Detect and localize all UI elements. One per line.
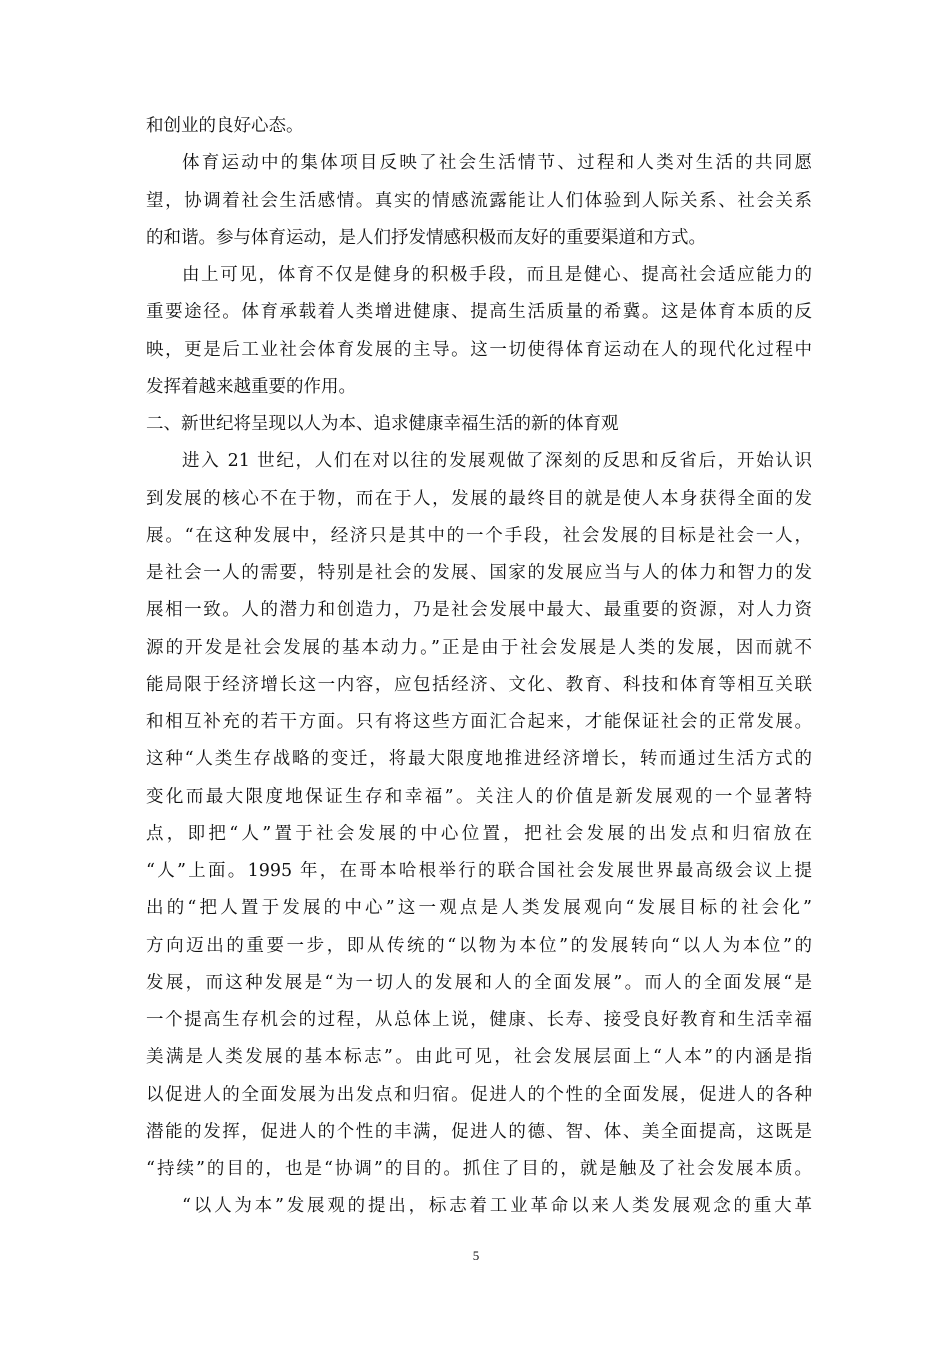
text-line: 展相一致。人的潜力和创造力，乃是社会发展中最大、最重要的资源，对人力资: [146, 600, 812, 621]
text-line: 和相互补充的若干方面。只有将这些方面汇合起来，才能保证社会的正常发展。: [146, 712, 812, 732]
text-line: “持续”的目的，也是“协调”的目的。抓住了目的，就是触及了社会发展本质。: [146, 1159, 812, 1179]
text-line: “人”上面。1995 年，在哥本哈根举行的联合国社会发展世界最高级会议上提: [146, 861, 812, 881]
text-line: 望，协调着社会生活感情。真实的情感流露能让人们体验到人际关系、社会关系: [146, 190, 812, 211]
text-line: 展。“在这种发展中，经济只是其中的一个手段，社会发展的目标是社会一人，: [146, 525, 812, 546]
text-line: 是社会一人的需要，特别是社会的发展、国家的发展应当与人的体力和智力的发: [146, 563, 812, 583]
text-line: 映，更是后工业社会体育发展的主导。这一切使得体育运动在人的现代化过程中: [146, 339, 812, 360]
text-line: 的和谐。参与体育运动，是人们抒发情感积极而友好的重要渠道和方式。: [146, 227, 706, 248]
text-line: 体育运动中的集体项目反映了社会生活情节、过程和人类对生活的共同愿: [182, 153, 812, 174]
text-line: 进入 21 世纪，人们在对以往的发展观做了深刻的反思和反省后，开始认识: [182, 451, 812, 472]
page-number: 5: [472, 1248, 480, 1263]
text-line: 一个提高生存机会的过程，从总体上说，健康、长寿、接受良好教育和生活幸福: [146, 1010, 812, 1030]
text-line: 由上可见，体育不仅是健身的积极手段，而且是健心、提高社会适应能力的: [182, 265, 812, 285]
text-line: 能局限于经济增长这一内容，应包括经济、文化、教育、科技和体育等相互关联: [146, 674, 812, 695]
text-line: 到发展的核心不在于物，而在于人，发展的最终目的就是使人本身获得全面的发: [146, 488, 812, 509]
section-heading: 二、新世纪将呈现以人为本、追求健康幸福生活的新的体育观: [146, 414, 619, 434]
text-line: 这种“人类生存战略的变迁，将最大限度地推进经济增长，转而通过生活方式的: [146, 749, 812, 770]
text-line: 以促进人的全面发展为出发点和归宿。促进人的个性的全面发展，促进人的各种: [146, 1084, 812, 1105]
text-line: 点，即把“人”置于社会发展的中心位置，把社会发展的出发点和归宿放在: [146, 823, 812, 844]
text-line: 美满是人类发展的基本标志”。由此可见，社会发展层面上“人本”的内涵是指: [146, 1047, 812, 1068]
text-line: 重要途径。体育承载着人类增进健康、提高生活质量的希冀。这是体育本质的反: [146, 302, 812, 323]
text-line: 方向迈出的重要一步，即从传统的“以物为本位”的发展转向“以人为本位”的: [146, 935, 812, 956]
text-line: 和创业的良好心态。: [146, 116, 304, 136]
text-line: “以人为本”发展观的提出，标志着工业革命以来人类发展观念的重大革: [182, 1196, 812, 1217]
text-line: 变化而最大限度地保证生存和幸福”。关注人的价值是新发展观的一个显著特: [146, 786, 812, 807]
body-text: [146, 108, 812, 1226]
text-line: 潜能的发挥，促进人的个性的丰满，促进人的德、智、体、美全面提高，这既是: [146, 1121, 812, 1142]
text-line: 发展，而这种发展是“为一切人的发展和人的全面发展”。而人的全面发展“是: [146, 972, 812, 993]
text-line: 源的开发是社会发展的基本动力。”正是由于社会发展是人类的发展，因而就不: [146, 637, 812, 658]
text-line: 发挥着越来越重要的作用。: [146, 376, 356, 397]
text-line: 出的“把人置于发展的中心”这一观点是人类发展观向“发展目标的社会化”: [146, 898, 812, 919]
